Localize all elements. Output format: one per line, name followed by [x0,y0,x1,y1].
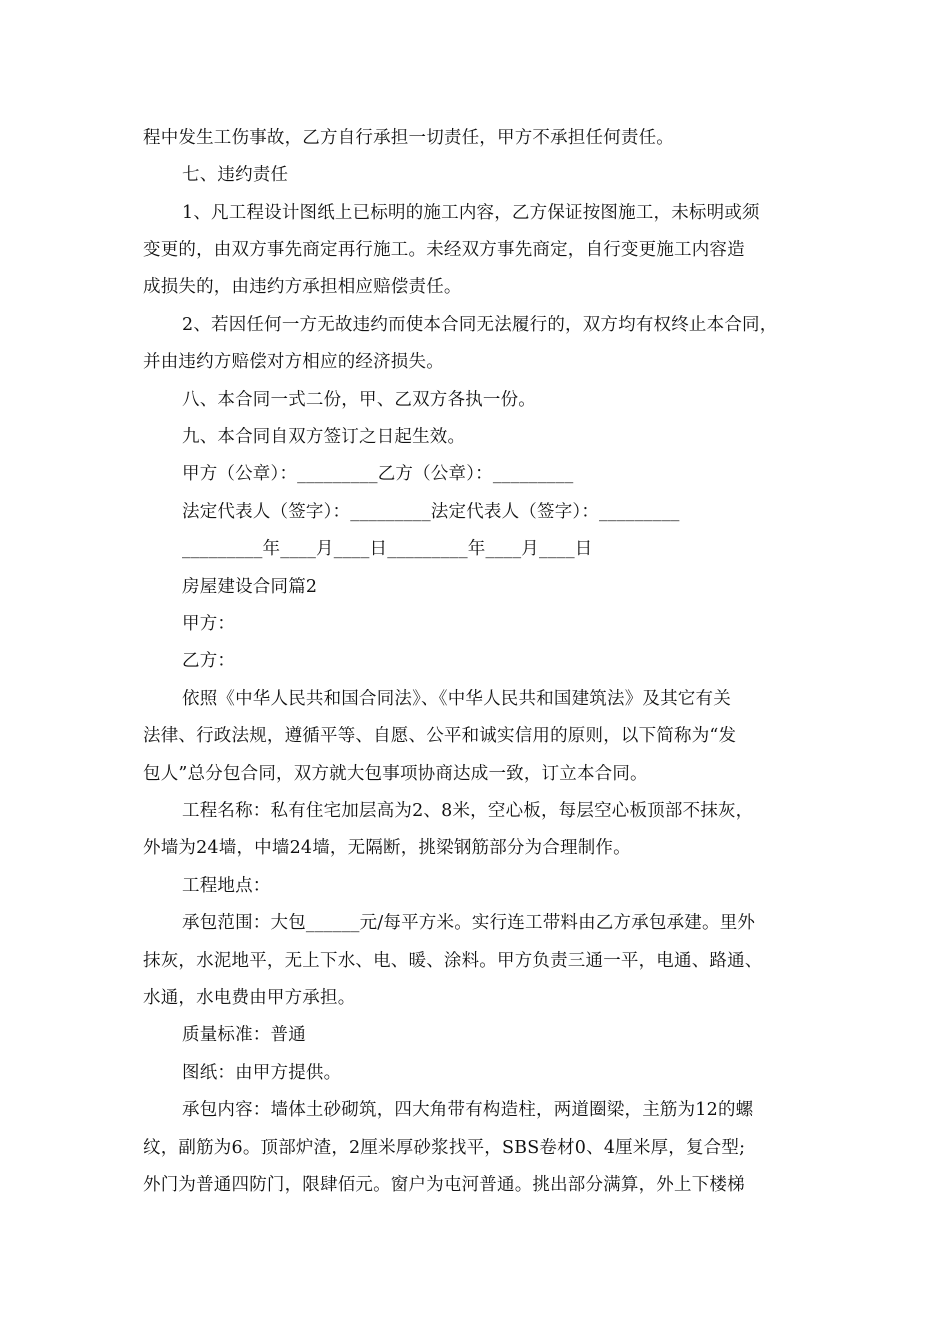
text-line: 工程地点： [182,876,271,896]
signature-date-line: _________年____月____日_________年____月____日 [182,539,593,559]
text-line: 抹灰，水泥地平，无上下水、电、暖、涂料。甲方负责三通一平，电通、路通、 [143,951,763,971]
text-line: 2、若因任何一方无故违约而使本合同无法履行的，双方均有权终止本合同， [182,315,778,335]
text-line: 图纸：由甲方提供。 [182,1063,342,1083]
text-line: 并由违约方赔偿对方相应的经济损失。 [143,352,444,372]
section-heading: 七、违约责任 [182,165,289,185]
party-a-label: 甲方： [182,614,236,634]
text-line: 依照《中华人民共和国合同法》、《中华人民共和国建筑法》及其它有关 [182,689,731,709]
text-line: 变更的，由双方事先商定再行施工。未经双方事先商定，自行变更施工内容造 [143,240,745,260]
text-line: 外墙为24墙，中墙24墙，无隔断，挑梁钢筋部分为合理制作。 [143,838,631,858]
text-line: 程中发生工伤事故，乙方自行承担一切责任，甲方不承担任何责任。 [143,128,674,148]
section-title: 房屋建设合同篇2 [182,577,318,597]
text-line: 承包内容：墙体土砂砌筑，四大角带有构造柱，两道圈梁，主筋为12的螺 [182,1100,754,1120]
text-line: 成损失的，由违约方承担相应赔偿责任。 [143,277,462,297]
text-line: 质量标准：普通 [182,1025,306,1045]
text-line: 1、凡工程设计图纸上已标明的施工内容，乙方保证按图施工，未标明或须 [182,203,760,223]
text-line: 承包范围：大包______元/每平方米。实行连工带料由乙方承包承建。里外 [182,913,756,933]
signature-seal-line: 甲方（公章）：_________乙方（公章）：_________ [182,464,574,484]
signature-representative-line: 法定代表人（签字）：_________法定代表人（签字）：_________ [182,502,680,522]
text-line: 纹，副筋为6。顶部炉渣，2厘米厚砂浆找平，SBS卷材0、4厘米厚，复合型; [143,1138,746,1158]
text-line: 包人”总分包合同，双方就大包事项协商达成一致，订立本合同。 [143,764,648,784]
text-line: 法律、行政法规，遵循平等、自愿、公平和诚实信用的原则，以下简称为“发 [143,726,737,746]
text-line: 水通，水电费由甲方承担。 [143,988,356,1008]
party-b-label: 乙方： [182,651,236,671]
text-line: 八、本合同一式二份，甲、乙双方各执一份。 [182,390,536,410]
text-line: 外门为普通四防门，限肆佰元。窗户为屯河普通。挑出部分满算，外上下楼梯 [143,1175,745,1195]
text-line: 工程名称：私有住宅加层高为2、8米，空心板，每层空心板顶部不抹灰， [182,801,754,821]
text-line: 九、本合同自双方签订之日起生效。 [182,427,466,447]
